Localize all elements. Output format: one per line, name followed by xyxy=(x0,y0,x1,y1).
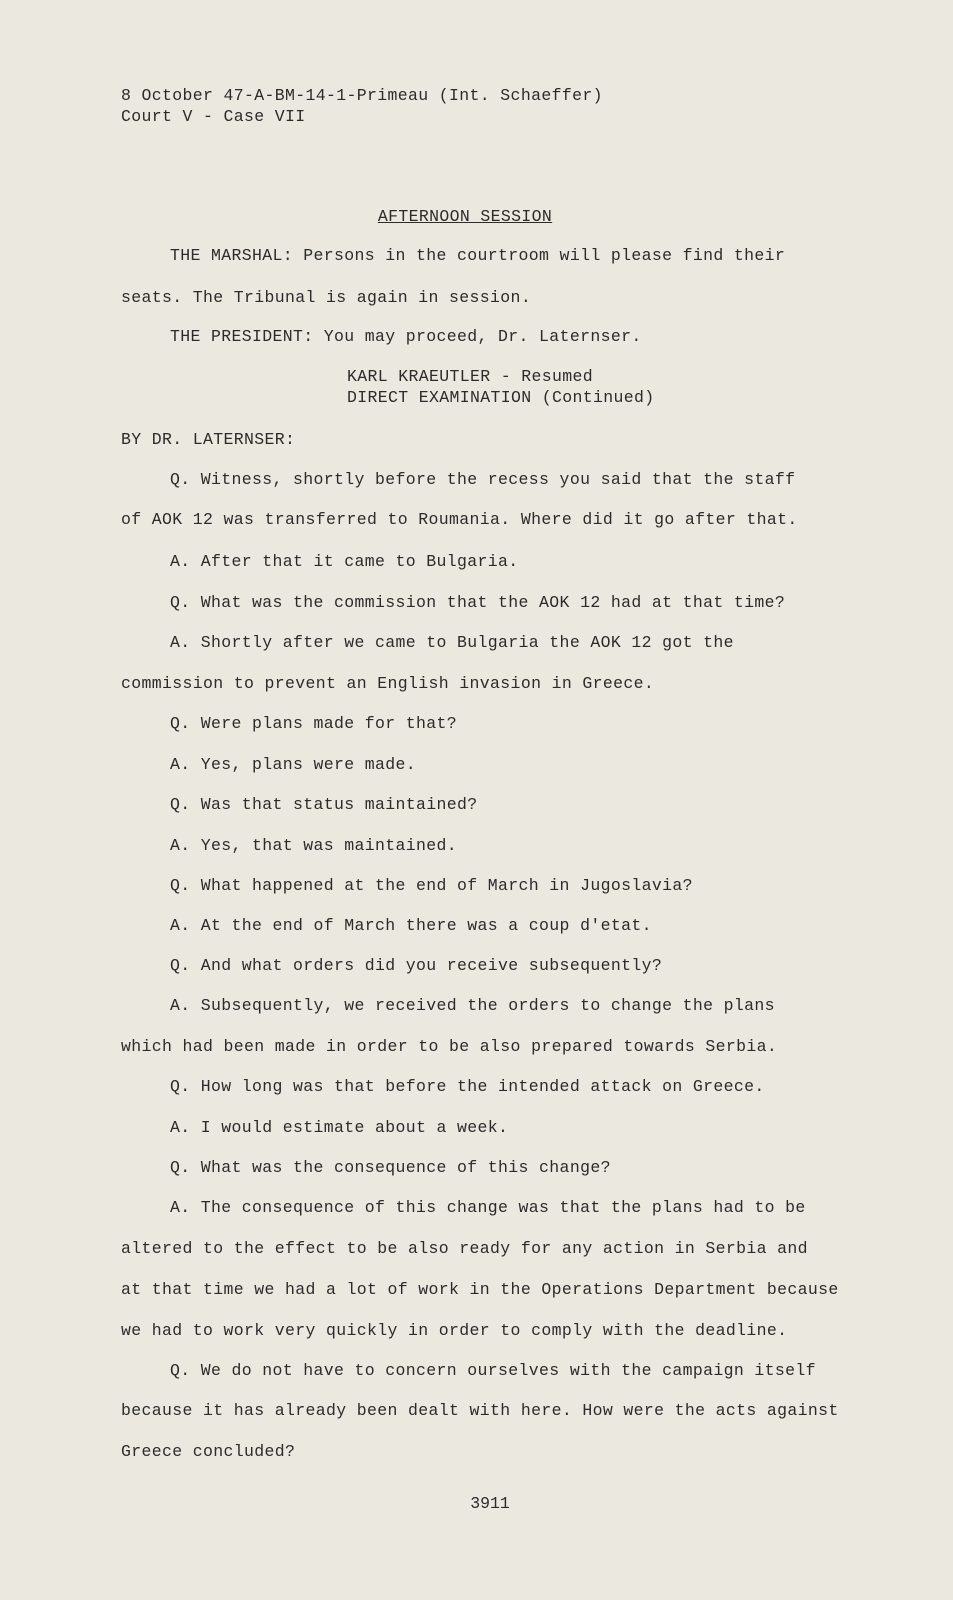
text-line: A. At the end of March there was a coup d'etat. xyxy=(170,916,652,935)
text-line: A. Yes, plans were made. xyxy=(170,755,417,774)
text-line: because it has already been dealt with here. How were the acts against xyxy=(121,1401,839,1420)
text-line: A. After that it came to Bulgaria. xyxy=(170,552,519,571)
text-line: A. Shortly after we came to Bulgaria the AOK 12 got the xyxy=(170,633,734,652)
session-title: AFTERNOON SESSION xyxy=(377,207,553,226)
text-line: commission to prevent an English invasion in Greece. xyxy=(121,674,655,693)
text-line: THE MARSHAL: Persons in the courtroom will please find their xyxy=(170,246,786,265)
header-line-1: 8 October 47-A-BM-14-1-Primeau (Int. Schaeffer) xyxy=(121,86,603,105)
page-number: 3911 xyxy=(470,1494,510,1513)
text-line: THE PRESIDENT: You may proceed, Dr. Laternser. xyxy=(170,327,642,346)
text-line: we had to work very quickly in order to comply with the deadline. xyxy=(121,1321,788,1340)
text-line: Q. Witness, shortly before the recess you said that the staff xyxy=(170,470,796,489)
examination-title: DIRECT EXAMINATION (Continued) xyxy=(347,388,655,407)
witness-name: KARL KRAEUTLER - Resumed xyxy=(347,367,594,386)
text-line: A. The consequence of this change was that the plans had to be xyxy=(170,1198,806,1217)
header-line-2: Court V - Case VII xyxy=(121,107,306,126)
text-line: altered to the effect to be also ready for any action in Serbia and xyxy=(121,1239,808,1258)
text-line: of AOK 12 was transferred to Roumania. Where did it go after that. xyxy=(121,510,798,529)
text-line: Q. What was the consequence of this change? xyxy=(170,1158,611,1177)
text-line: Q. What happened at the end of March in Jugoslavia? xyxy=(170,876,693,895)
text-line: seats. The Tribunal is again in session. xyxy=(121,288,532,307)
text-line: Q. How long was that before the intended attack on Greece. xyxy=(170,1077,765,1096)
text-line: Q. Were plans made for that? xyxy=(170,714,458,733)
text-line: Q. And what orders did you receive subsequently? xyxy=(170,956,663,975)
text-line: Q. We do not have to concern ourselves with the campaign itself xyxy=(170,1361,816,1380)
text-line: A. Yes, that was maintained. xyxy=(170,836,458,855)
text-line: Greece concluded? xyxy=(121,1442,296,1461)
text-line: which had been made in order to be also prepared towards Serbia. xyxy=(121,1037,778,1056)
text-line: A. Subsequently, we received the orders to change the plans xyxy=(170,996,775,1015)
text-line: at that time we had a lot of work in the Operations Department because xyxy=(121,1280,839,1299)
text-line: Q. Was that status maintained? xyxy=(170,795,478,814)
text-line: A. I would estimate about a week. xyxy=(170,1118,509,1137)
examiner-line: BY DR. LATERNSER: xyxy=(121,430,296,449)
text-line: Q. What was the commission that the AOK 12 had at that time? xyxy=(170,593,786,612)
